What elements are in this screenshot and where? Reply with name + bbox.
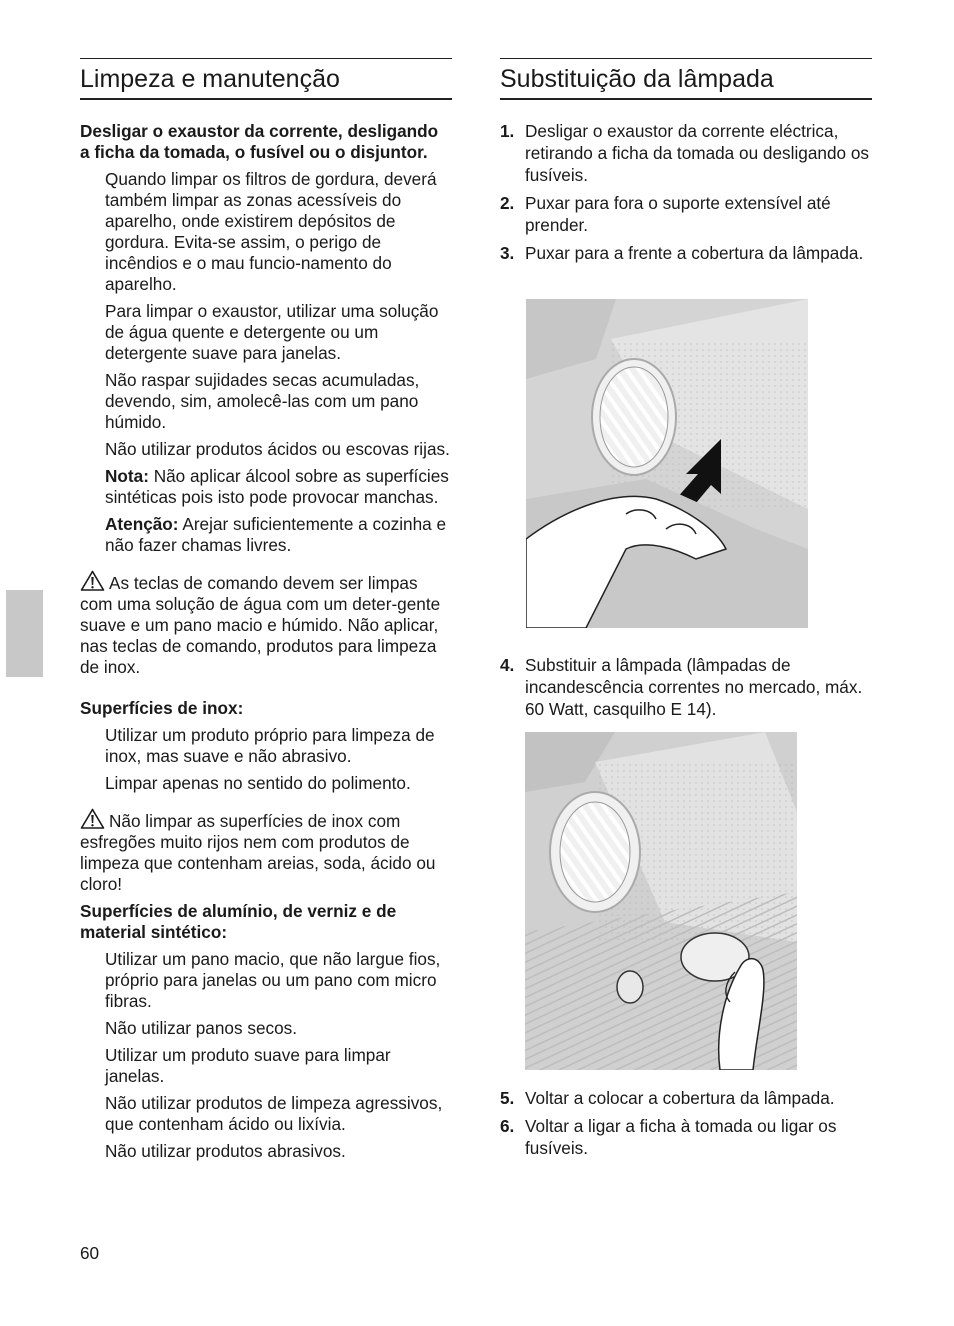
paragraph-no-acids: Não utilizar produtos ácidos ou escovas rijas. (105, 439, 450, 459)
inox-paragraph: Limpar apenas no sentido do polimento. (105, 773, 411, 793)
step-text: Voltar a colocar a cobertura da lâmpada. (525, 1088, 835, 1108)
step-text: Voltar a ligar a ficha à tomada ou ligar os fusíveis. (525, 1116, 837, 1158)
step-text: Substituir a lâmpada (lâmpadas de incandescência correntes no mercado, máx. 60 Watt, casquilho E 14). (525, 655, 863, 719)
steps-5-6-block (500, 1087, 872, 1159)
lamp-cover-drawing (526, 299, 808, 628)
steps-list-c (500, 1087, 872, 1159)
nota-paragraph (80, 466, 452, 508)
aluminio-heading: Superfícies de alumínio, de verniz e de material sintético: (80, 901, 397, 942)
step-item (500, 242, 872, 264)
step-item (500, 1115, 872, 1159)
disconnect-instruction: Desligar o exaustor da corrente, desligando a ficha da tomada, o fusível ou o disjuntor. (80, 121, 439, 162)
cleaning-column (80, 58, 452, 1162)
step-text: Puxar para fora o suporte extensível até prender. (525, 193, 831, 235)
aluminio-paragraph: Não utilizar produtos abrasivos. (105, 1141, 346, 1161)
warning-controls (80, 570, 452, 678)
section-tab (6, 590, 43, 677)
lamp-cover-illustration (526, 299, 808, 628)
page-number: 60 (80, 1243, 100, 1263)
nota-label: Nota: (105, 466, 149, 486)
step-item (500, 1087, 872, 1109)
warning-inox (80, 808, 452, 895)
paragraph-grease: Quando limpar os filtros de gordura, deverá também limpar as zonas acessíveis do aparelho, onde existirem depósitos de gordura. Evita-se assim, o perigo de incêndios e o mau funcio-namento do aparelho. (105, 169, 437, 294)
step-number: 6. (500, 1116, 515, 1136)
step-text: Puxar para a frente a cobertura da lâmpada. (525, 243, 864, 263)
step-number: 5. (500, 1088, 515, 1108)
step-item (500, 192, 872, 236)
aluminio-paragraph: Utilizar um produto suave para limpar janelas. (105, 1045, 391, 1086)
step-number: 4. (500, 655, 515, 675)
step-4-block (500, 654, 872, 720)
step-number: 3. (500, 243, 515, 263)
warning-icon (80, 570, 105, 591)
lamp-column (500, 58, 872, 264)
bulb-replacement-drawing (525, 732, 797, 1070)
paragraph-cleaning-solution: Para limpar o exaustor, utilizar uma solução de água quente e detergente ou um detergente suave para janelas. (105, 301, 439, 363)
nota-text: Não aplicar álcool sobre as superfícies sintéticas pois isto pode provocar manchas. (105, 466, 449, 507)
bulb-replacement-illustration (525, 732, 797, 1070)
step-item (500, 120, 872, 186)
step-item (500, 654, 872, 720)
aluminio-paragraph: Utilizar um pano macio, que não largue fios, próprio para janelas ou um pano com micro fibras. (105, 949, 441, 1011)
paragraph-no-scraping: Não raspar sujidades secas acumuladas, devendo, sim, amolecê-las com um pano húmido. (105, 370, 420, 432)
step-number: 1. (500, 121, 515, 141)
cleaning-title: Limpeza e manutenção (80, 58, 452, 100)
atencao-paragraph (80, 514, 452, 556)
warning-icon (80, 808, 105, 829)
lamp-title: Substituição da lâmpada (500, 58, 872, 100)
atencao-label: Atenção: (105, 514, 179, 534)
steps-list-a (500, 120, 872, 264)
inox-heading: Superfícies de inox: (80, 698, 244, 718)
atencao-text: Arejar suficientemente a cozinha e não fazer chamas livres. (105, 514, 447, 555)
step-text: Desligar o exaustor da corrente eléctrica, retirando a ficha da tomada ou desligando os fusíveis. (525, 121, 869, 185)
aluminio-paragraph: Não utilizar panos secos. (105, 1018, 298, 1038)
steps-list-b (500, 654, 872, 720)
aluminio-paragraph: Não utilizar produtos de limpeza agressivos, que contenham ácido ou lixívia. (105, 1093, 443, 1134)
inox-paragraph: Utilizar um produto próprio para limpeza de inox, mas suave e não abrasivo. (105, 725, 435, 766)
warning-controls-text: As teclas de comando devem ser limpas com uma solução de água com um deter-gente suave e um pano macio e húmido. Não aplicar, nas teclas de comando, produtos para limpeza de inox. (80, 573, 441, 677)
warning-inox-text: Não limpar as superfícies de inox com esfregões muito rijos nem com produtos de limpeza que contenham areias, soda, ácido ou cloro! (80, 811, 436, 894)
step-number: 2. (500, 193, 515, 213)
